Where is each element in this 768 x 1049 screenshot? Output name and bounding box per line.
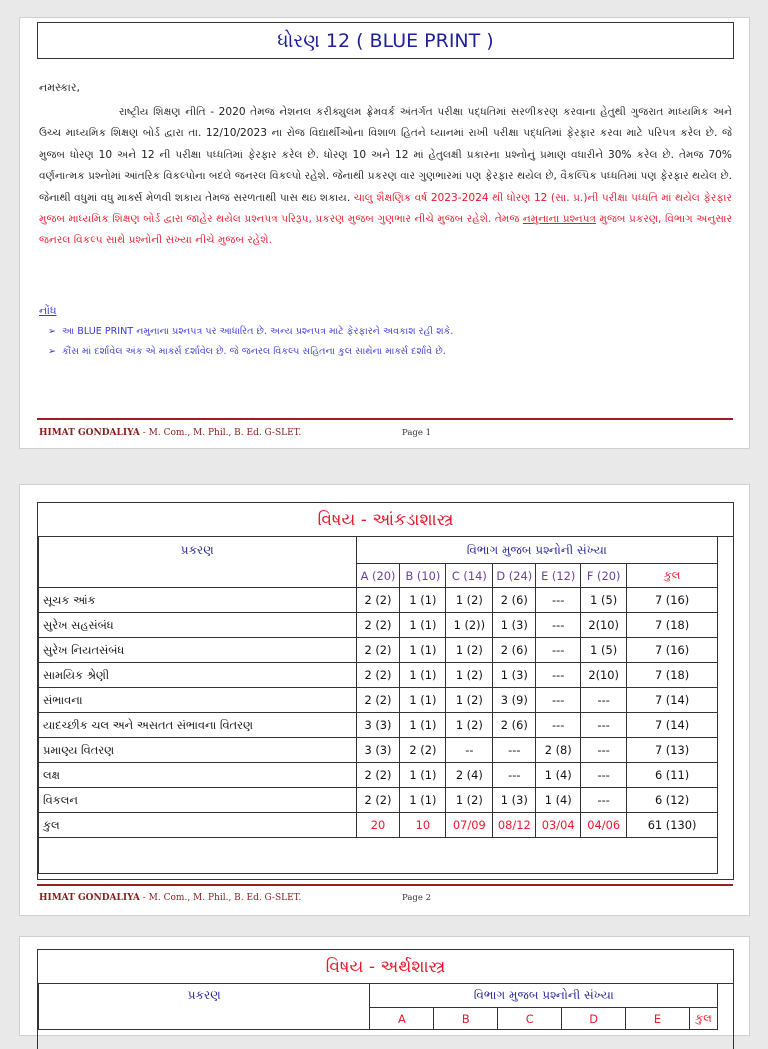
section-c-header: C [498, 1008, 562, 1030]
author-quals: - M. Com., M. Phil., B. Ed. G-SLET. [139, 893, 302, 903]
section-b-header: B (10) [400, 564, 446, 588]
page-number: Page 2 [402, 893, 431, 903]
footer-divider [37, 884, 733, 886]
author-name: HIMAT GONDALIYA [39, 428, 140, 438]
total-cell: 10 [400, 813, 446, 838]
value-cell: 1 (1) [400, 763, 446, 788]
value-cell: 1 (1) [400, 588, 446, 613]
value-cell: 1 (1) [400, 663, 446, 688]
section-e-header: E (12) [536, 564, 581, 588]
total-header: કુલ [627, 564, 718, 588]
value-cell: --- [493, 738, 536, 763]
table-row [39, 613, 718, 638]
topic-cell: સુરેખ સહસંબંધ [39, 613, 357, 638]
value-cell: 7 (16) [627, 638, 718, 663]
empty-cell [39, 838, 718, 874]
value-cell: -- [446, 738, 493, 763]
value-cell: 7 (14) [627, 688, 718, 713]
value-cell: 1 (2) [446, 663, 493, 688]
section-c-header: C (14) [446, 564, 493, 588]
sections-header: વિભાગ મુજબ પ્રશ્નોની સંખ્યા [356, 537, 717, 564]
value-cell: 2 (4) [446, 763, 493, 788]
intro-highlight-2: મુજબ પ્રકરણ, વિભાગ અનુસાર જનરલ વિકલ્પ સાથે પ્રશ્નોની સંખ્યા નીચે મુજબ રહેશે. [39, 213, 732, 247]
value-cell: 1 (2) [446, 688, 493, 713]
value-cell: 2(10) [581, 663, 627, 688]
topic-cell: સામયિક શ્રેણી [39, 663, 357, 688]
value-cell: 1 (1) [400, 788, 446, 813]
footer [39, 893, 431, 903]
topic-cell: સંભાવના [39, 688, 357, 713]
page-2 [19, 484, 750, 916]
sections-header: વિભાગ મુજબ પ્રશ્નોની સંખ્યા [370, 984, 718, 1008]
econ-table [38, 983, 718, 1030]
table-row [39, 638, 718, 663]
section-a-header: A (20) [356, 564, 400, 588]
value-cell: 2 (2) [356, 688, 400, 713]
page-1 [19, 17, 750, 449]
value-cell: 1 (1) [400, 613, 446, 638]
intro-text: રાષ્ટ્રીય શિક્ષણ નીતિ - 2020 તેમજ નેશનલ કરીક્યુલમ ફ્રેમવર્ક અંતર્ગત પરીક્ષા પદ્ધતિમાં સરળીકરણ કરવાના હેતુથી ગુજરાત માધ્યમિક અને ઉચ્ચ માધ્યમિક શિક્ષણ બોર્ડ દ્વારા તા. 12/10/2023 ના રોજ વિદ્યાર્થીઓના વિશાળ હિતને ધ્યાનમાં રાખી પરીક્ષા પદ્ધતિમાં ફેરફાર કરવા માટે પરિપત્ર કરેલ છે. જે મુજબ ધોરણ 10 અને 12 ની પરીક્ષા પધ્ધતિમાં ફેરફાર કરેલ છે. ધોરણ 10 અને 12 માં હેતુલક્ષી પ્રકારના પ્રશ્નોનું પ્રમાણ વધારીને 30% કરેલ છે. તેમજ 70% વર્ણનાત્મક પ્રશ્નોમાં આંતરિક વિકલ્પોના બદલે જનરલ વિકલ્પો રહેશે. જેનાથી પ્રકરણ વાર ગુણભારમાં પણ ફેરફાર થયેલ છે, વૈકલ્પિક પધ્ધતિમાં પણ ફેરફાર થયેલ છે. જેનાથી વધુમાં વધુ માર્ક્સ મેળવી શકાય તેમજ સરળતાથી પાસ થઇ શકાય. [39, 106, 732, 204]
note-label: નોંધ [39, 304, 57, 317]
intro-paragraph [39, 102, 732, 252]
total-cell: 04/06 [581, 813, 627, 838]
value-cell: 2 (2) [356, 763, 400, 788]
topic-cell: લક્ષ [39, 763, 357, 788]
value-cell: 1 (2) [446, 713, 493, 738]
value-cell: 1 (2) [446, 638, 493, 663]
total-cell: 03/04 [536, 813, 581, 838]
value-cell: 1 (1) [400, 688, 446, 713]
value-cell: --- [581, 738, 627, 763]
table-row [39, 788, 718, 813]
econ-table-title: વિષય - અર્થશાસ્ત્ર [38, 950, 733, 984]
value-cell: 6 (12) [627, 788, 718, 813]
value-cell: 7 (18) [627, 613, 718, 638]
value-cell: --- [536, 638, 581, 663]
value-cell: 2 (2) [356, 788, 400, 813]
total-cell: 07/09 [446, 813, 493, 838]
value-cell: 2 (2) [356, 663, 400, 688]
page-3 [19, 936, 750, 1036]
arrow-bullet-icon: ➢ [48, 326, 57, 337]
notes-list [48, 322, 453, 362]
arrow-bullet-icon: ➢ [48, 346, 57, 357]
value-cell: 2 (8) [536, 738, 581, 763]
page-title: ધોરણ 12 ( BLUE PRINT ) [37, 22, 734, 59]
value-cell: 1 (2) [446, 788, 493, 813]
stats-table [38, 536, 718, 874]
value-cell: 7 (13) [627, 738, 718, 763]
footer [39, 428, 431, 438]
value-cell: 3 (3) [356, 738, 400, 763]
value-cell: --- [493, 763, 536, 788]
value-cell: 1 (5) [581, 588, 627, 613]
note-item [48, 322, 453, 342]
sample-paper-link-text: નમુનાના પ્રશ્નપત્ર [522, 213, 597, 226]
value-cell: --- [581, 713, 627, 738]
value-cell: 1 (2) [446, 588, 493, 613]
total-cell: 08/12 [493, 813, 536, 838]
total-header: કુલ [689, 1008, 717, 1030]
topic-header: પ્રકરણ [39, 984, 370, 1030]
note-text: આ BLUE PRINT નમુનાના પ્રશ્નપત્ર પર આધારિત છે. અન્ય પ્રશ્નપત્ર માટે ફેરફારને અવકાશ રહી શકે. [62, 326, 454, 337]
table-row [39, 713, 718, 738]
topic-cell: સૂચક આંક [39, 588, 357, 613]
section-d-header: D [562, 1008, 626, 1030]
total-cell: 61 (130) [627, 813, 718, 838]
value-cell: --- [536, 663, 581, 688]
value-cell: --- [581, 788, 627, 813]
topic-cell: વિકલન [39, 788, 357, 813]
stats-table-frame [37, 502, 734, 880]
value-cell: --- [581, 688, 627, 713]
value-cell: --- [536, 688, 581, 713]
value-cell: 2(10) [581, 613, 627, 638]
intro-highlight-1: ચાલુ શૈક્ષણિક વર્ષ 2023-2024 થી ધોરણ 12 (સા. પ્ર.)ની પરીક્ષા પધ્ધતિ માં થયેલ ફેરફાર મુજબ માધ્યમિક શિક્ષણ બોર્ડ દ્વારા જાહેર થયેલ પ્રશ્નપત્ર પરિરૂપ, પ્રકરણ મુજબ ગુણભાર નીચે મુજબ રહેશે. તેમજ [39, 191, 733, 226]
value-cell: 7 (14) [627, 713, 718, 738]
topic-cell: પ્રમાણ્ય વિતરણ [39, 738, 357, 763]
total-label: કુલ [39, 813, 357, 838]
total-row [39, 813, 718, 838]
value-cell: --- [536, 613, 581, 638]
footer-divider [37, 418, 733, 420]
section-b-header: B [434, 1008, 498, 1030]
value-cell: --- [536, 713, 581, 738]
value-cell: 1 (5) [581, 638, 627, 663]
section-d-header: D (24) [493, 564, 536, 588]
econ-table-frame [37, 949, 734, 1049]
topic-cell: સુરેખ નિયતસંબંધ [39, 638, 357, 663]
total-cell: 20 [356, 813, 400, 838]
value-cell: 2 (6) [493, 638, 536, 663]
value-cell: 2 (2) [356, 588, 400, 613]
value-cell: 2 (6) [493, 588, 536, 613]
greeting: નમસ્કાર, [39, 81, 81, 94]
table-row [39, 738, 718, 763]
topic-header: પ્રકરણ [39, 537, 357, 588]
value-cell: 1 (4) [536, 788, 581, 813]
value-cell: --- [536, 588, 581, 613]
value-cell: 7 (18) [627, 663, 718, 688]
value-cell: 1 (3) [493, 613, 536, 638]
note-text: કૌંસ માં દર્શાવેલ અંક એ માર્ક્સ દર્શાવેલ છે. જે જનરલ વિકલ્પ સહિતના કુલ સાથેના માર્ક્સ દર્શાવે છે. [62, 346, 446, 357]
table-row [39, 588, 718, 613]
section-f-header: F (20) [581, 564, 627, 588]
author-quals: - M. Com., M. Phil., B. Ed. G-SLET. [139, 428, 302, 438]
value-cell: 2 (2) [356, 638, 400, 663]
value-cell: 2 (2) [400, 738, 446, 763]
section-a-header: A [370, 1008, 434, 1030]
value-cell: 2 (6) [493, 713, 536, 738]
value-cell: 1 (3) [493, 788, 536, 813]
page-number: Page 1 [402, 428, 431, 438]
table-row [39, 663, 718, 688]
empty-row [39, 838, 718, 874]
note-item [48, 342, 453, 362]
value-cell: 1 (4) [536, 763, 581, 788]
stats-table-title: વિષય - આંકડાશાસ્ત્ર [38, 503, 733, 537]
value-cell: 1 (1) [400, 713, 446, 738]
topic-cell: યાદચ્છીક ચલ અને અસતત સંભાવના વિતરણ [39, 713, 357, 738]
table-row [39, 688, 718, 713]
value-cell: 3 (3) [356, 713, 400, 738]
value-cell: 3 (9) [493, 688, 536, 713]
table-row [39, 763, 718, 788]
value-cell: 2 (2) [356, 613, 400, 638]
section-e-header: E [626, 1008, 690, 1030]
value-cell: 1 (1) [400, 638, 446, 663]
author-name: HIMAT GONDALIYA [39, 893, 140, 903]
value-cell: --- [581, 763, 627, 788]
value-cell: 6 (11) [627, 763, 718, 788]
value-cell: 7 (16) [627, 588, 718, 613]
value-cell: 1 (3) [493, 663, 536, 688]
value-cell: 1 (2)) [446, 613, 493, 638]
